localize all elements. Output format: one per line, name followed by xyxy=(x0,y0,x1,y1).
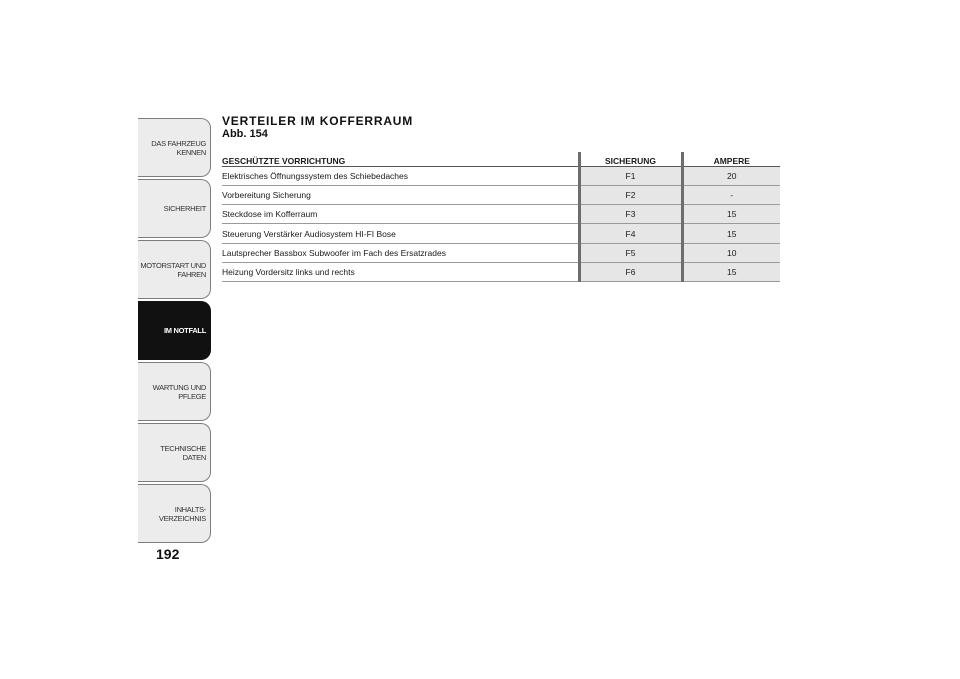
tab-label: MOTORSTART UND FAHREN xyxy=(140,260,206,279)
header-ampere: AMPERE xyxy=(682,152,780,166)
cell-fuse: F1 xyxy=(579,166,682,185)
cell-ampere: 10 xyxy=(682,243,780,262)
cell-fuse: F3 xyxy=(579,205,682,224)
main-content xyxy=(222,115,780,282)
table-row xyxy=(222,185,780,204)
cell-fuse: F2 xyxy=(579,185,682,204)
table-row xyxy=(222,166,780,185)
cell-device: Lautsprecher Bassbox Subwoofer im Fach des Ersatzrades xyxy=(222,243,579,262)
cell-device: Elektrisches Öffnungssystem des Schiebedaches xyxy=(222,166,579,185)
table-row xyxy=(222,243,780,262)
figure-reference: Abb. 154 xyxy=(222,128,268,140)
cell-fuse: F4 xyxy=(579,224,682,243)
table-row xyxy=(222,205,780,224)
tab-im-notfall[interactable] xyxy=(138,301,211,360)
tab-label: INHALTS- VERZEICHNIS xyxy=(158,504,206,523)
cell-fuse: F5 xyxy=(579,243,682,262)
tab-sicherheit[interactable] xyxy=(138,179,211,238)
table-header-row xyxy=(222,152,780,166)
cell-ampere: 15 xyxy=(682,262,780,281)
header-fuse: SICHERUNG xyxy=(579,152,682,166)
tab-wartung-und-pflege[interactable] xyxy=(138,362,211,421)
cell-fuse: F6 xyxy=(579,262,682,281)
fuse-table xyxy=(222,152,780,282)
cell-ampere: - xyxy=(682,185,780,204)
cell-ampere: 15 xyxy=(682,224,780,243)
tab-label: DAS FAHRZEUG KENNEN xyxy=(151,138,206,157)
tab-technische-daten[interactable] xyxy=(138,423,211,482)
cell-ampere: 15 xyxy=(682,205,780,224)
tab-label: TECHNISCHE DATEN xyxy=(160,443,206,462)
cell-ampere: 20 xyxy=(682,166,780,185)
tab-label: WARTUNG UND PFLEGE xyxy=(152,382,206,401)
tab-label: SICHERHEIT xyxy=(163,204,206,213)
tab-motorstart-und-fahren[interactable] xyxy=(138,240,211,299)
tab-label: IM NOTFALL xyxy=(164,326,206,335)
header-device: GESCHÜTZTE VORRICHTUNG xyxy=(222,152,579,166)
cell-device: Vorbereitung Sicherung xyxy=(222,185,579,204)
tab-inhaltsverzeichnis[interactable] xyxy=(138,484,211,543)
table-row xyxy=(222,262,780,281)
section-title: VERTEILER IM KOFFERRAUM xyxy=(222,114,414,128)
cell-device: Heizung Vordersitz links und rechts xyxy=(222,262,579,281)
cell-device: Steuerung Verstärker Audiosystem HI-FI Bose xyxy=(222,224,579,243)
table-row xyxy=(222,224,780,243)
page-number: 192 xyxy=(156,546,180,562)
tab-das-fahrzeug-kennen[interactable] xyxy=(138,118,211,177)
cell-device: Steckdose im Kofferraum xyxy=(222,205,579,224)
